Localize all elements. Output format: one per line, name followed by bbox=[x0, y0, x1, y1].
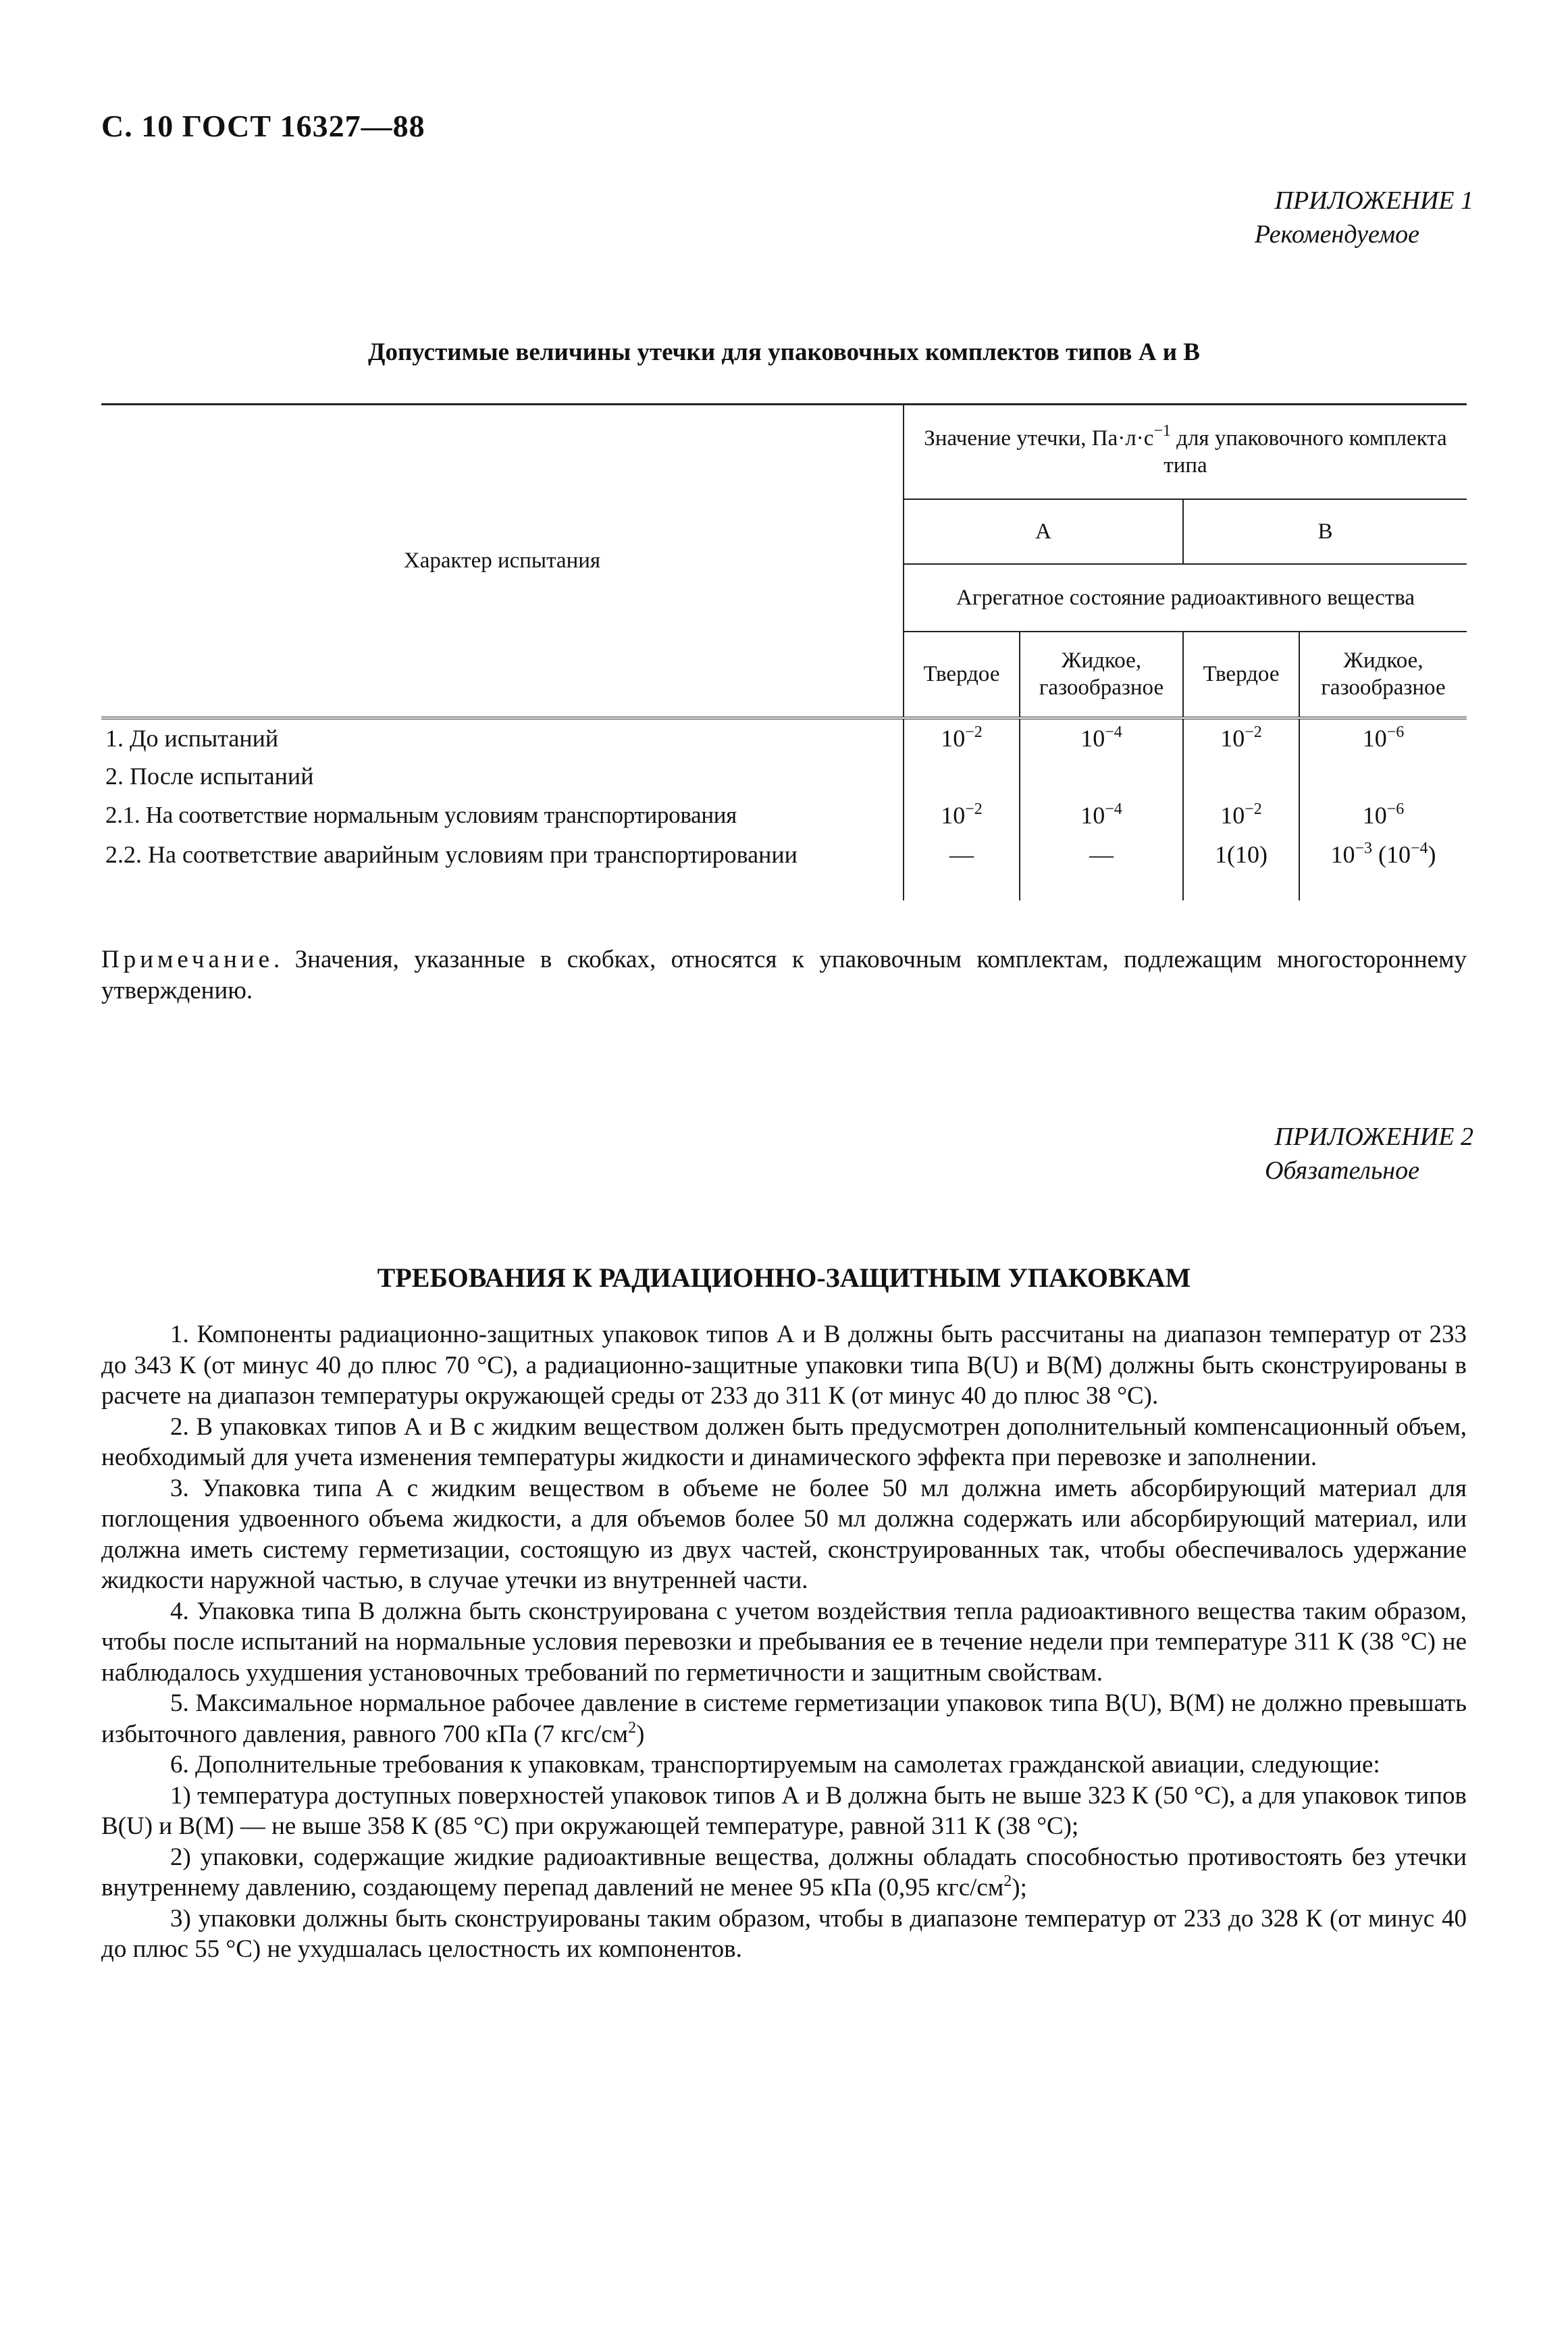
cell-value: $10^{-4}$ bbox=[1020, 796, 1183, 836]
note-lead: Примечание bbox=[101, 946, 273, 973]
table-row bbox=[101, 757, 1467, 796]
row-label: 2.2. На соответствие аварийным условиям при транспортировании bbox=[101, 836, 904, 900]
header-leak-value-text: Значение утечки, Па·л·с bbox=[924, 426, 1154, 451]
cell-value: $10^{-6}$ bbox=[1299, 796, 1467, 836]
header-leak-value-tail: для упаковочного комплекта типа bbox=[1164, 426, 1447, 478]
paragraph-2: 2. В упаковках типов А и В с жидким веществом должен быть предусмотрен дополнительный компенсационный объем, необходимый для учета изменения температуры жидкости и динамического эффекта при перевозке и заполнении. bbox=[101, 1412, 1467, 1471]
row-label: 2. После испытаний bbox=[101, 757, 904, 796]
appendix-1-label bbox=[1255, 184, 1473, 251]
section-title: ТРЕБОВАНИЯ К РАДИАЦИОННО-ЗАЩИТНЫМ УПАКОВКАМ bbox=[377, 1262, 1191, 1293]
paragraph-6-1: 1) температура доступных поверхностей упаковок типов А и В должна быть не выше 323 К (50 °С), а для упаковок типов B(U) и В(М) — не выше 358 К (85 °С) при окружающей температуре, равной 311 К (38 °С); bbox=[101, 1781, 1467, 1840]
leak-table bbox=[101, 403, 1467, 900]
cell-value: $10^{-3}$ $(10^{-4})$ bbox=[1299, 836, 1467, 900]
paragraph-6-2: 2) упаковки, содержащие жидкие радиоактивные вещества, должны обладать способностью противостоять без утечки внутреннему давлению, создающему перепад давлений не менее 95 кПа (0,95 кгс/$см^2$); bbox=[101, 1843, 1467, 1901]
header-leak-value bbox=[904, 405, 1467, 499]
row-label: 2.1. На соответствие нормальным условиям транспортирования bbox=[101, 796, 904, 836]
paragraph-5: 5. Максимальное нормальное рабочее давление в системе герметизации упаковок типа B(U), В(М) не должно превышать избыточного давления, равного 700 кПа (7 кгс/$см^2$) bbox=[101, 1689, 1467, 1748]
appendix-1-title: ПРИЛОЖЕНИЕ 1 bbox=[1274, 186, 1473, 215]
table-note bbox=[101, 944, 1467, 1006]
appendix-2-title: ПРИЛОЖЕНИЕ 2 bbox=[1274, 1123, 1473, 1151]
cell-value: $10^{-4}$ bbox=[1020, 718, 1183, 757]
cell-value: $10^{-2}$ bbox=[904, 718, 1020, 757]
header-b-liquid: Жидкое, газообразное bbox=[1299, 632, 1467, 718]
cell-value: $10^{-2}$ bbox=[904, 796, 1020, 836]
page-header: С. 10 ГОСТ 16327—88 bbox=[101, 109, 425, 143]
table-row bbox=[101, 836, 1467, 900]
header-test-type: Характер испытания bbox=[101, 405, 904, 718]
cell-value: — bbox=[904, 836, 1020, 900]
header-b-solid: Твердое bbox=[1183, 632, 1299, 718]
header-aggregate-state: Агрегатное состояние радиоактивного вещества bbox=[904, 564, 1467, 632]
table-row bbox=[101, 718, 1467, 757]
cell-value: 1(10) bbox=[1183, 836, 1299, 900]
cell-value bbox=[1299, 757, 1467, 796]
cell-value bbox=[1020, 757, 1183, 796]
cell-value bbox=[904, 757, 1020, 796]
cell-value: — bbox=[1020, 836, 1183, 900]
appendix-2-subtitle: Обязательное bbox=[1264, 1156, 1419, 1185]
header-leak-exp: −1 bbox=[1153, 421, 1171, 440]
paragraph-6-3: 3) упаковки должны быть сконструированы таким образом, чтобы в диапазоне температур от 233 до 328 К (от минус 40 до плюс 55 °С) не ухудшалась целостность их компонентов. bbox=[101, 1904, 1467, 1963]
cell-value: $10^{-2}$ bbox=[1183, 718, 1299, 757]
table-title: Допустимые величины утечки для упаковочных комплектов типов А и В bbox=[368, 338, 1200, 366]
paragraph-4: 4. Упаковка типа В должна быть сконструирована с учетом воздействия тепла радиоактивного вещества таким образом, чтобы после испытаний на нормальные условия перевозки и пребывания ее в течение недели при температуре 311 К (38 °С) не наблюдалось ухудшения установочных требований по герметичности и защитным свойствам. bbox=[101, 1597, 1467, 1687]
paragraph-3: 3. Упаковка типа А с жидким веществом в объеме не более 50 мл должна иметь абсорбирующий материал для поглощения удвоенного объема жидкости, а для объемов более 50 мл должна содержать или абсорбирующий материал, или должна иметь систему герметизации, состоящую из двух частей, сконструированных так, чтобы обеспечивалось удержание жидкости наружной частью, в случае утечки из внутренней части. bbox=[101, 1474, 1467, 1594]
appendix-1-subtitle: Рекомендуемое bbox=[1254, 220, 1419, 249]
header-type-b: В bbox=[1183, 499, 1467, 564]
requirements-text bbox=[101, 1319, 1467, 1965]
cell-value bbox=[1183, 757, 1299, 796]
row-label: 1. До испытаний bbox=[101, 718, 904, 757]
header-a-solid: Твердое bbox=[904, 632, 1020, 718]
paragraph-6: 6. Дополнительные требования к упаковкам, транспортируемым на самолетах гражданской авиации, следующие: bbox=[170, 1751, 1380, 1779]
note-text: . Значения, указанные в скобках, относятся к упаковочным комплектам, подлежащим многостороннему утверждению. bbox=[101, 946, 1467, 1004]
paragraph-1: 1. Компоненты радиационно-защитных упаковок типов А и В должны быть рассчитаны на диапазон температур от 233 до 343 К (от минус 40 до плюс 70 °С), а радиационно-защитные упаковки типа B(U) и В(М) должны быть сконструированы в расчете на диапазон температуры окружающей среды от 233 до 311 К (от минус 40 до плюс 38 °С). bbox=[101, 1321, 1467, 1410]
appendix-2-label bbox=[1265, 1120, 1473, 1187]
header-a-liquid: Жидкое, газообразное bbox=[1020, 632, 1183, 718]
table-row bbox=[101, 796, 1467, 836]
cell-value: $10^{-2}$ bbox=[1183, 796, 1299, 836]
cell-value: $10^{-6}$ bbox=[1299, 718, 1467, 757]
header-type-a: А bbox=[904, 499, 1183, 564]
